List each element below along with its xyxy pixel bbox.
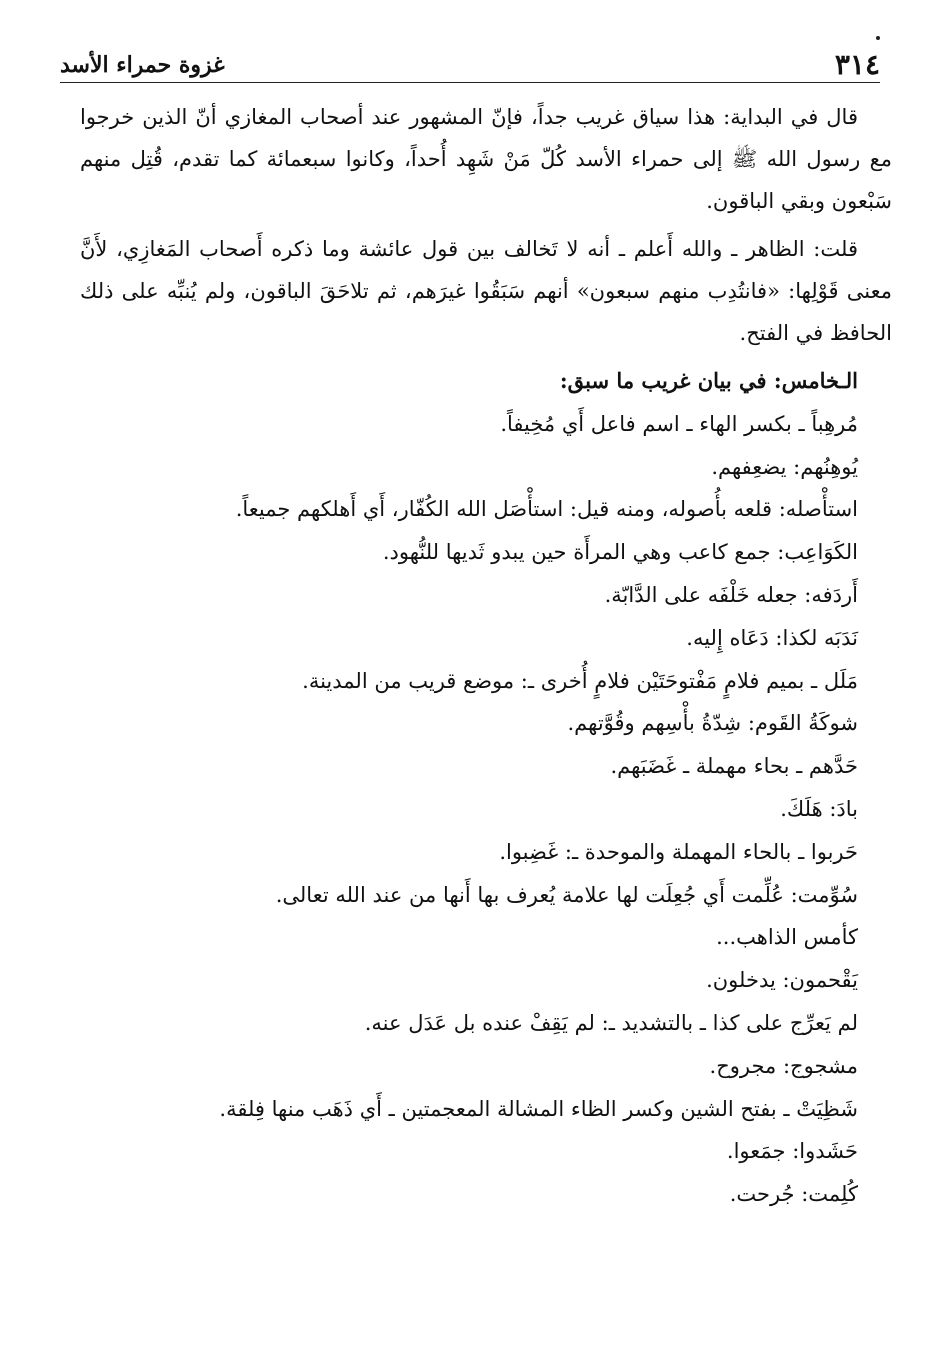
glossary-entry: الكَوَاعِب: جمع كاعب وهي المرأَة حين يبدو ثَديها للنُّهود. bbox=[382, 540, 858, 565]
glossary-entry: كُلِمت: جُرحت. bbox=[729, 1182, 858, 1207]
page-body bbox=[80, 96, 892, 1216]
page-header bbox=[60, 46, 880, 83]
glossary-entry: شَظِيَتْ ـ بفتح الشين وكسر الظاء المشالة المعجمتين ـ أَي ذَهَب منها فِلقة. bbox=[219, 1096, 858, 1121]
paragraph-author-comment: قلت: الظاهر ـ والله أَعلم ـ أنه لا تَخالف بين قول عائشة وما ذكره أَصحاب المَغازِي، لأَنَّ معنى قَوْلِها: «فانتُدِب منهم سبعون» أنهم سَبَقُوا غيرَهم، ثم تلاحَقَ الباقون، ولم يُنبِّه على ذلك الحافظ في الفتح. bbox=[80, 237, 892, 345]
glossary-entry: حَشَدوا: جمَعوا. bbox=[726, 1139, 858, 1164]
margin-dot bbox=[876, 36, 880, 40]
section-heading: الـخامس: في بيان غريب ما سبق: bbox=[559, 368, 858, 393]
running-title: غزوة حمراء الأسد bbox=[60, 52, 225, 78]
page-number: ٣١٤ bbox=[834, 48, 880, 81]
glossary-entry: يُوهِنُهم: يضعِفهم. bbox=[711, 454, 858, 479]
paragraph-bidaya-quote: قال في البداية: هذا سياق غريب جداً، فإنّ المشهور عند أصحاب المغازي أنّ الذين خرجوا مع رسول الله ﷺ إلى حمراء الأسد كُلّ مَنْ شَهِد أُحداً، وكانوا سبعمائة كما تقدم، قُتِل منهم سَبْعون وبقي الباقون. bbox=[80, 105, 892, 213]
glossary-list bbox=[80, 360, 892, 1216]
glossary-entry: مشجوج: مجروح. bbox=[709, 1053, 858, 1078]
glossary-entry: يَقْحمون: يدخلون. bbox=[706, 968, 858, 993]
glossary-entry: حَدَّهم ـ بحاء مهملة ـ غَضَبَهم. bbox=[610, 754, 858, 779]
glossary-entry: شوكَةُ القَوم: شِدّةُ بأْسِهم وقُوَّتهم. bbox=[567, 711, 858, 736]
glossary-entry: بادَ: هَلَكَ. bbox=[780, 796, 858, 821]
glossary-entry: استأْصله: قلعه بأُصوله، ومنه قيل: استأْصَل الله الكُفّار، أَي أَهلكهم جميعاً. bbox=[235, 497, 858, 522]
glossary-entry: حَربوا ـ بالحاء المهملة والموحدة ـ: غَضِبوا. bbox=[499, 839, 858, 864]
glossary-entry: لم يَعرِّج على كذا ـ بالتشديد ـ: لم يَقِفْ عنده بل عَدَل عنه. bbox=[364, 1010, 858, 1035]
glossary-entry: مُرهِباً ـ بكسر الهاء ـ اسم فاعل أَي مُخِيفاً. bbox=[500, 411, 858, 436]
glossary-entry: مَلَل ـ بميم فلامٍ مَفْتوحَتَيْن فلامٍ أُخرى ـ: موضع قريب من المدينة. bbox=[302, 668, 858, 693]
glossary-entry: نَدَبَه لكذا: دَعَاه إِليه. bbox=[686, 625, 858, 650]
glossary-entry: كأمس الذاهب... bbox=[716, 925, 858, 950]
glossary-entry: سُوِّمت: عُلِّمت أَي جُعِلَت لها علامة يُعرف بها أَنها من عند الله تعالى. bbox=[275, 882, 858, 907]
glossary-entry: أَردَفه: جعله خَلْفَه على الدَّابّة. bbox=[604, 582, 858, 607]
